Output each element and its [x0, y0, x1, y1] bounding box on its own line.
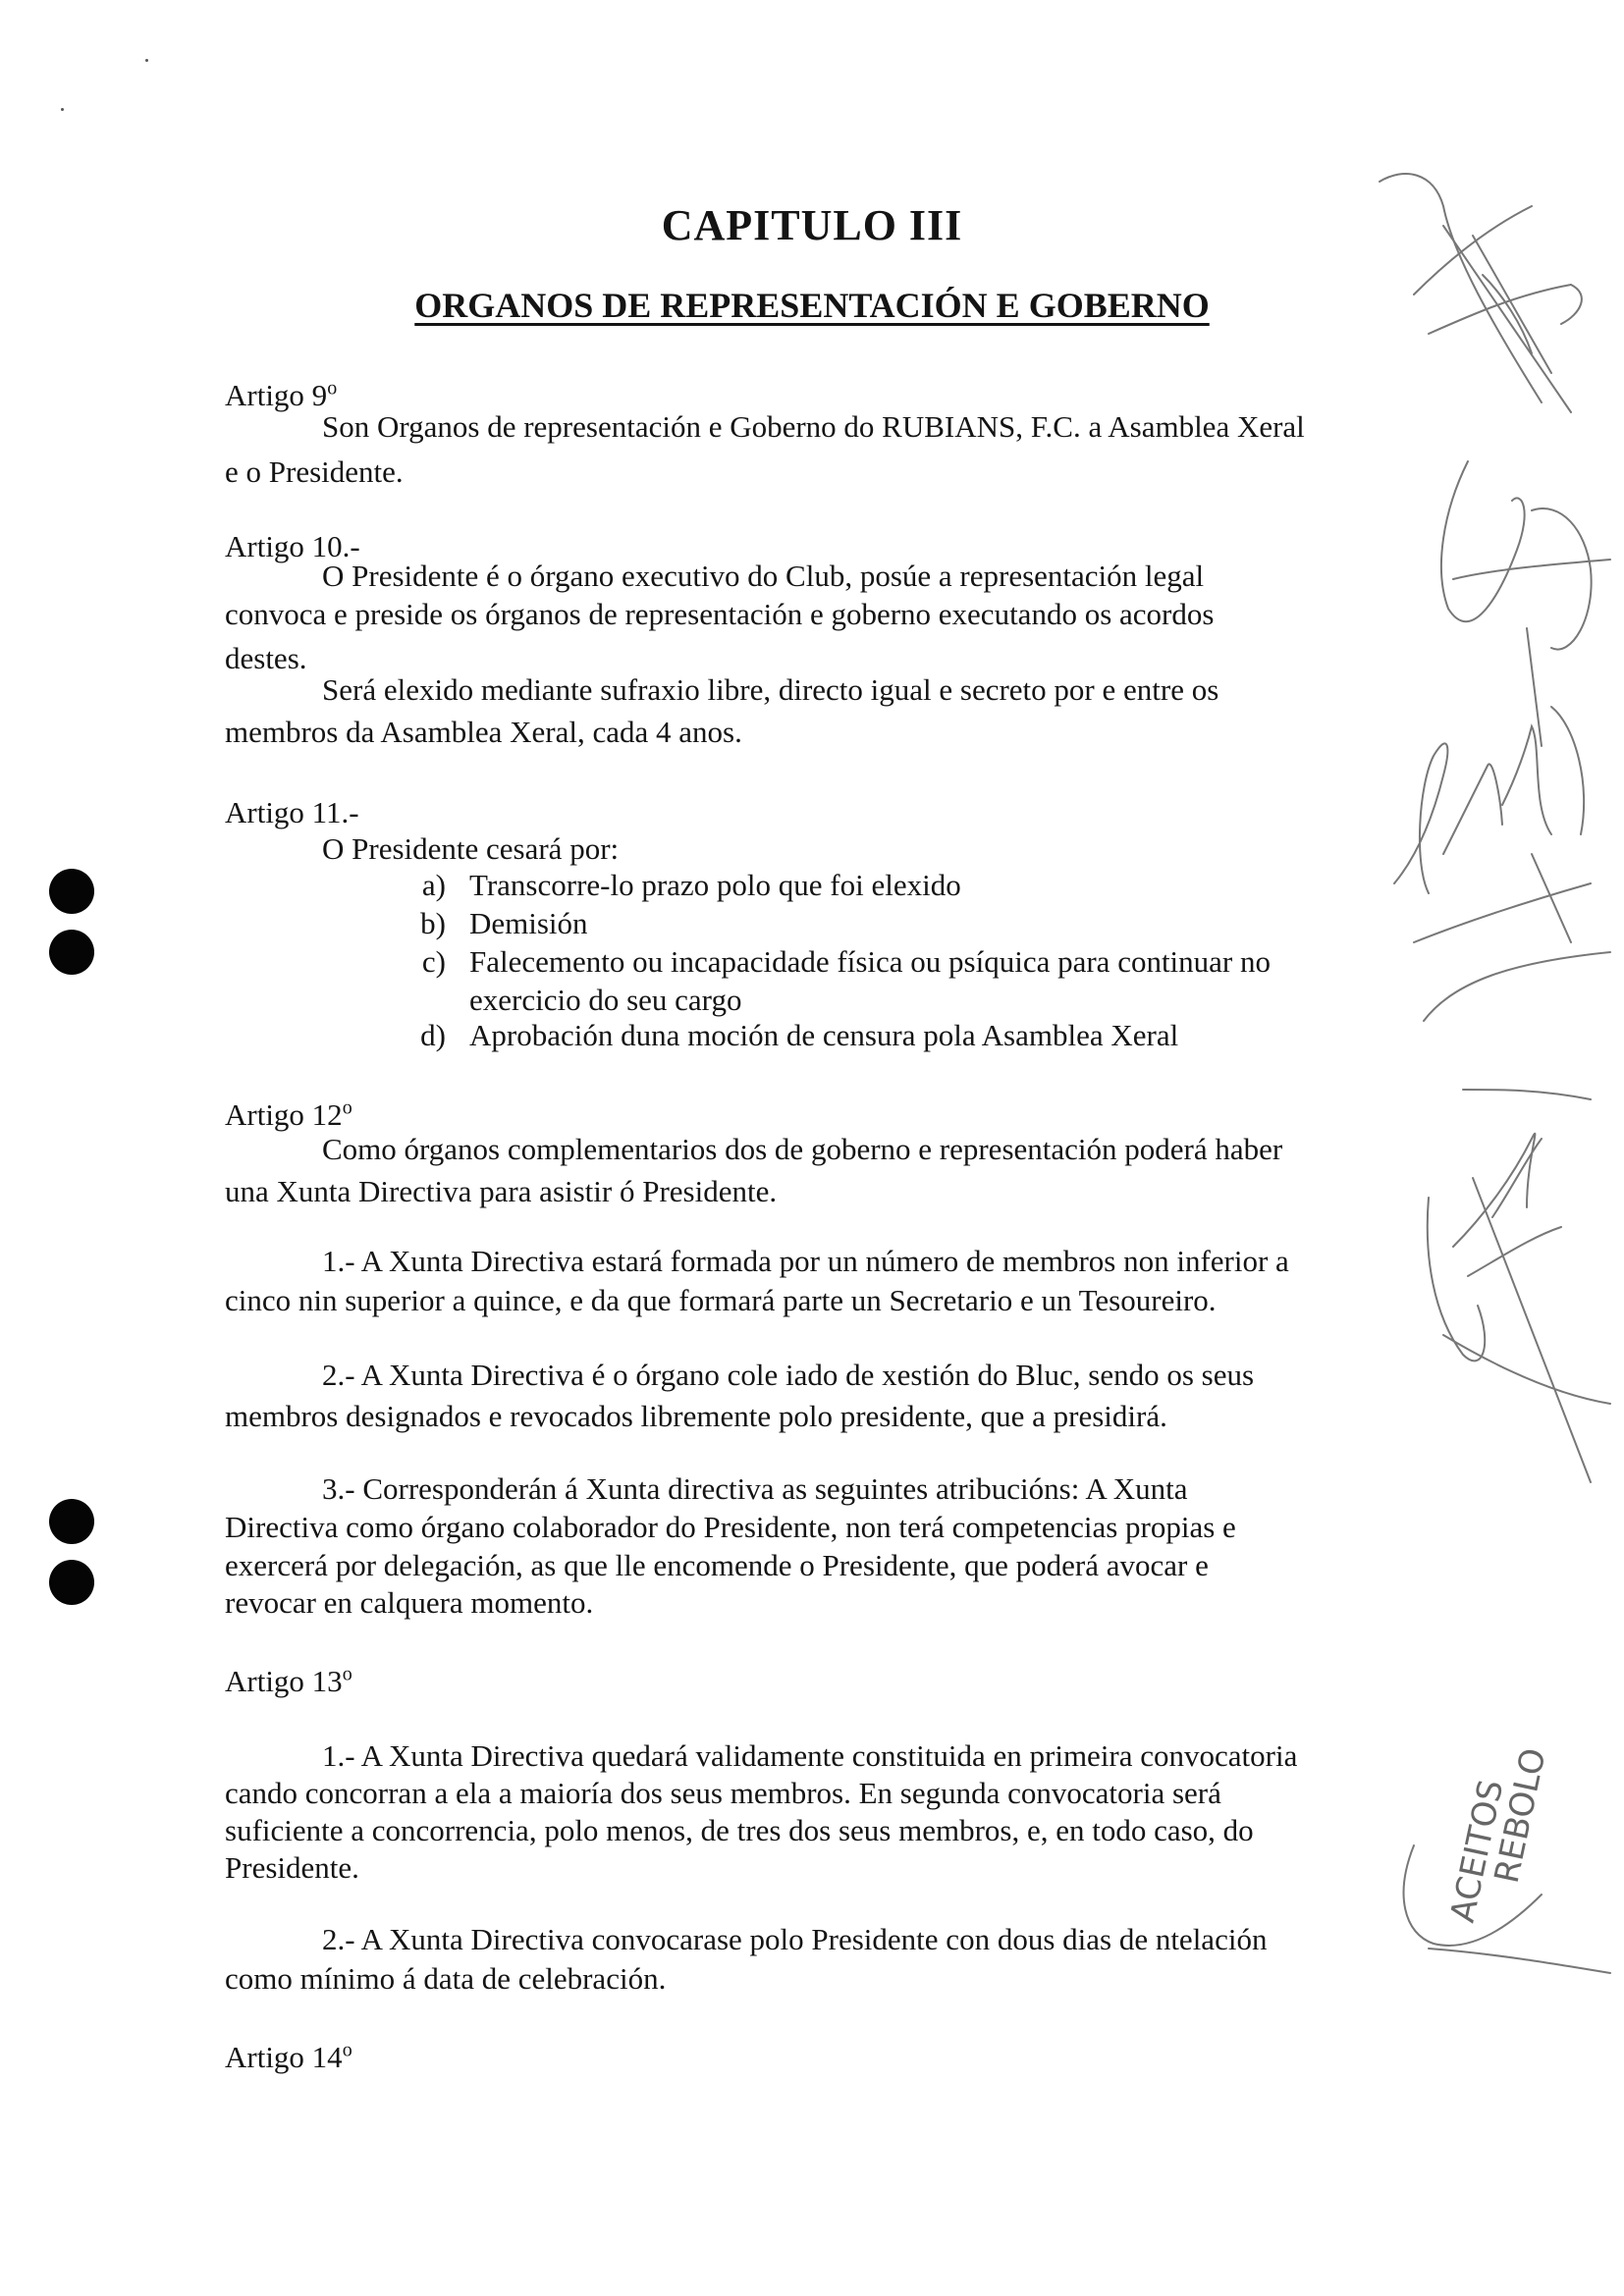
punch-hole: [49, 1560, 94, 1605]
paragraph-line: destes.: [225, 641, 307, 675]
paragraph-line: una Xunta Directiva para asistir ó Presidente.: [225, 1174, 778, 1208]
list-item-text: Aprobación duna moción de censura pola Asamblea Xeral: [469, 1018, 1179, 1052]
article-heading: Artigo 10.-: [225, 529, 360, 563]
punch-hole: [49, 1499, 94, 1544]
signature-2: [1441, 461, 1610, 746]
chapter-title: CAPITULO III: [661, 201, 963, 249]
paragraph-line: 2.- A Xunta Directiva convocarase polo Presidente con dous dias de ntelación: [322, 1922, 1268, 1956]
punch-hole: [49, 869, 94, 914]
paragraph-line: 2.- A Xunta Directiva é o órgano cole iado de xestión do Bluc, sendo os seus: [322, 1358, 1255, 1392]
paragraph-line: suficiente a concorrencia, polo menos, de tres dos seus membros, e, en todo caso, do: [225, 1813, 1254, 1847]
article-heading: Artigo 12$^o$: [225, 1096, 352, 1132]
punch-hole: [49, 930, 94, 975]
paragraph-line: 1.- A Xunta Directiva estará formada por un número de membros non inferior a: [322, 1244, 1289, 1278]
signature-3: [1394, 707, 1610, 1021]
scan-speck: [61, 108, 64, 111]
paragraph-line: Como órganos complementarios dos de goberno e representación poderá haber: [322, 1132, 1283, 1166]
list-item-marker: a): [421, 868, 446, 902]
list-item-marker: b): [420, 906, 446, 940]
svg-text:REBOLO: REBOLO: [1487, 1744, 1554, 1887]
paragraph-line: cando concorran a ela a maioría dos seus membros. En segunda convocatoria será: [225, 1776, 1221, 1810]
scan-speck: [145, 59, 148, 62]
paragraph-line: Presidente.: [225, 1850, 359, 1885]
article-heading: Artigo 11.-: [225, 795, 359, 829]
article-heading: Artigo 9$^o$: [225, 377, 338, 412]
list-item-text: Demisión: [469, 906, 588, 940]
list-item-text: Falecemento ou incapacidade física ou psíquica para continuar no: [469, 944, 1272, 979]
section-subtitle: ORGANOS DE REPRESENTACIÓN E GOBERNO: [414, 286, 1210, 325]
list-item-text: Transcorre-lo prazo polo que foi elexido: [469, 868, 961, 902]
paragraph-line: O Presidente cesará por:: [322, 831, 620, 866]
signature-4: [1428, 1090, 1610, 1482]
list-item-text: exercicio do seu cargo: [469, 983, 742, 1017]
article-heading: Artigo 13$^o$: [225, 1663, 352, 1698]
list-item-marker: c): [421, 944, 446, 979]
paragraph-line: 3.- Corresponderán á Xunta directiva as seguintes atribucións: A Xunta: [322, 1471, 1188, 1506]
paragraph-line: Directiva como órgano colaborador do Presidente, non terá competencias propias e: [225, 1510, 1236, 1544]
paragraph-line: exercerá por delegación, as que lle encomende o Presidente, que poderá avocar e: [225, 1548, 1209, 1582]
svg-text:ACEITOS: ACEITOS: [1442, 1776, 1512, 1926]
paragraph-line: membros da Asamblea Xeral, cada 4 anos.: [225, 715, 742, 749]
list-item-marker: d): [420, 1018, 446, 1052]
signature-5: [1404, 1745, 1610, 1973]
paragraph-line: e o Presidente.: [225, 454, 404, 489]
paragraph-line: cinco nin superior a quince, e da que formará parte un Secretario e un Tesoureiro.: [225, 1283, 1217, 1317]
paragraph-line: Son Organos de representación e Goberno do RUBIANS, F.C. a Asamblea Xeral: [322, 409, 1305, 444]
paragraph-line: 1.- A Xunta Directiva quedará validamente constituida en primeira convocatoria: [322, 1738, 1298, 1773]
paragraph-line: membros designados e revocados libremente polo presidente, que a presidirá.: [225, 1399, 1167, 1433]
paragraph-line: O Presidente é o órgano executivo do Club, posúe a representación legal: [322, 559, 1205, 593]
paragraph-line: como mínimo á data de celebración.: [225, 1961, 667, 1996]
paragraph-line: revocar en calquera momento.: [225, 1585, 594, 1620]
article-heading: Artigo 14$^o$: [225, 2039, 352, 2074]
paragraph-line: convoca e preside os órganos de representación e goberno executando os acordos: [225, 597, 1215, 631]
paragraph-line: Será elexido mediante sufraxio libre, directo igual e secreto por e entre os: [322, 672, 1219, 707]
